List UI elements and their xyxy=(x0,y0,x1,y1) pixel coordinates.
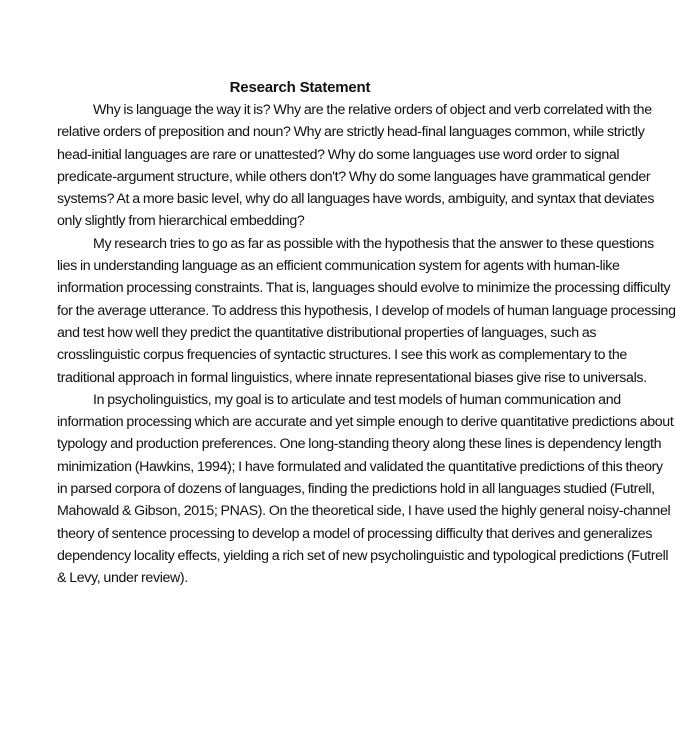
text-line: Mahowald & Gibson, 2015; PNAS). On the theoretical side, I have used the highly general noisy-channel xyxy=(57,503,671,520)
text-line: & Levy, under review). xyxy=(57,570,188,587)
text-line: In psycholinguistics, my goal is to articulate and test models of human communication and xyxy=(93,391,621,408)
text-line: typology and production preferences. One long-standing theory along these lines is dependency length xyxy=(57,436,662,453)
text-line: and test how well they predict the quantitative distributional properties of languages, such as xyxy=(57,324,597,341)
paragraph-psycholinguistics xyxy=(57,389,674,590)
text-line: My research tries to go as far as possible with the hypothesis that the answer to these questions xyxy=(93,235,654,252)
paragraph-questions xyxy=(57,99,655,233)
text-line: traditional approach in formal linguistics, where innate representational biases give rise to universals. xyxy=(57,369,647,386)
text-line: crosslinguistic corpus frequencies of syntactic structures. I see this work as complementary to the xyxy=(57,347,627,364)
text-line: in parsed corpora of dozens of languages, finding the predictions hold in all languages studied (Futrell, xyxy=(57,481,655,498)
document-title: Research Statement xyxy=(229,79,371,96)
text-line: predicate-argument structure, while others don't? Why do some languages have grammatical gender xyxy=(57,168,651,185)
paragraph-hypothesis xyxy=(57,233,676,389)
text-line: Why is language the way it is? Why are the relative orders of object and verb correlated with the xyxy=(93,102,652,118)
text-line: only slightly from hierarchical embedding? xyxy=(57,213,305,230)
text-line: theory of sentence processing to develop a model of processing difficulty that derives and generalizes xyxy=(57,525,653,542)
text-line: systems? At a more basic level, why do all languages have words, ambiguity, and syntax that deviates xyxy=(57,191,655,208)
text-line: relative orders of preposition and noun? Why are strictly head-final languages common, while strictly xyxy=(57,124,645,141)
text-line: lies in understanding language as an efficient communication system for agents with human-like xyxy=(57,258,620,275)
text-line: for the average utterance. To address this hypothesis, I develop of models of human language processing xyxy=(57,302,676,319)
text-line: information processing constraints. That is, languages should evolve to minimize the processing difficulty xyxy=(57,280,671,297)
text-line: dependency locality effects, yielding a rich set of new psycholinguistic and typological predictions (Futrell xyxy=(57,547,669,564)
text-line: minimization (Hawkins, 1994); I have formulated and validated the quantitative predictions of this theory xyxy=(57,458,663,475)
text-line: head-initial languages are rare or unattested? Why do some languages use word order to signal xyxy=(57,146,620,163)
text-line: information processing which are accurate and yet simple enough to derive quantitative predictions about xyxy=(57,414,674,431)
document-body xyxy=(57,99,676,590)
